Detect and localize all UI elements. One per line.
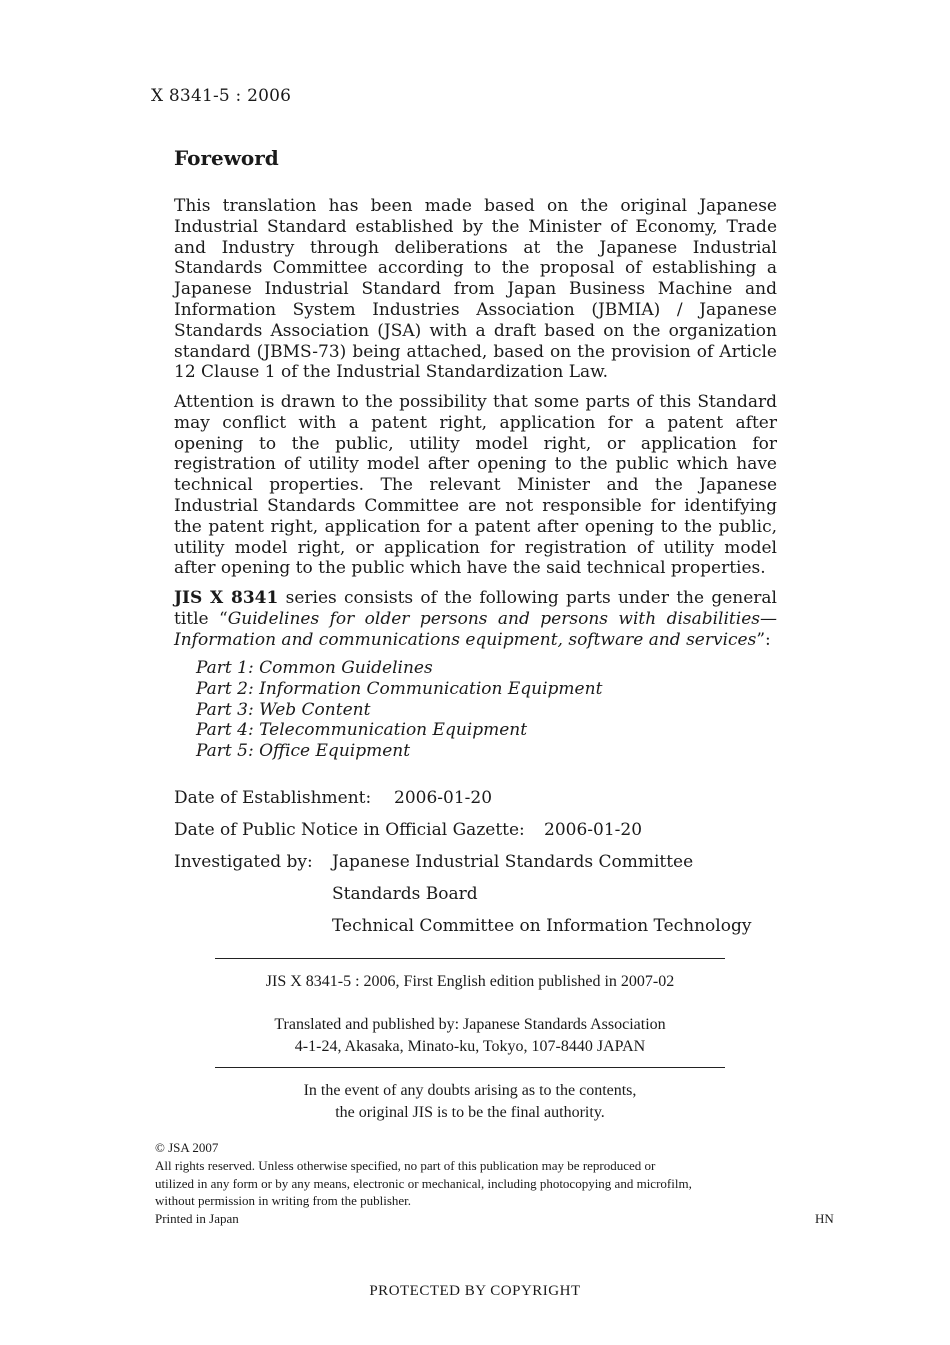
foreword-paragraph-2: Attention is drawn to the possibility that some parts of this Standard may conflict with a patent right, application for a patent after opening to the public, utility model right, or application for registration of utility model after opening to the public which have technical properties. The relevant Minister and the Japanese Industrial Standards Committee are not responsible for identifying the patent right, application for a patent after opening to the public, utility model right, or application for registration of utility model after opening to the public which have the said technical properties. <box>174 392 777 579</box>
publisher-line-2: 4-1-24, Akasaka, Minato-ku, Tokyo, 107-8440 JAPAN <box>294 1038 646 1055</box>
series-text-after: ”: <box>756 629 771 650</box>
rights-line-3: without permission in writing from the publisher. <box>155 1193 412 1208</box>
investigator-technical-committee: Technical Committee on Information Technology <box>332 916 752 936</box>
series-paragraph <box>174 588 777 650</box>
gazette-label: Date of Public Notice in Official Gazette: <box>174 820 525 840</box>
investigator-committee: Japanese Industrial Standards Committee <box>332 852 694 872</box>
list-item: Part 5: Office Equipment <box>196 741 411 762</box>
investigator-board: Standards Board <box>332 884 478 904</box>
document-id: X 8341-5 : 2006 <box>151 86 292 106</box>
series-name: JIS X 8341 <box>174 588 279 608</box>
establishment-label: Date of Establishment: <box>174 788 372 808</box>
series-text-before: series consists of the following parts under the general title “ <box>174 588 777 629</box>
investigated-label: Investigated by: <box>174 852 313 872</box>
list-item: Part 4: Telecommunication Equipment <box>196 720 528 741</box>
copyright-notice: © JSA 2007 <box>155 1140 219 1155</box>
authority-line-2: the original JIS is to be the final authority. <box>335 1104 605 1121</box>
list-item: Part 3: Web Content <box>196 699 371 720</box>
rights-line-2: utilized in any form or by any means, electronic or mechanical, including photocopying and microfilm, <box>155 1176 692 1191</box>
foreword-heading: Foreword <box>174 146 279 170</box>
copyright-footer: PROTECTED BY COPYRIGHT <box>369 1283 581 1299</box>
divider <box>215 958 725 959</box>
rights-line-1: All rights reserved. Unless otherwise specified, no part of this publication may be reproduced or <box>155 1158 656 1173</box>
printed-in: Printed in Japan <box>155 1211 239 1226</box>
authority-line-1: In the event of any doubts arising as to the contents, <box>303 1082 637 1099</box>
foreword-paragraph-1: This translation has been made based on the original Japanese Industrial Standard established by the Minister of Economy, Trade and Industry through deliberations at the Japanese Industrial Standards Committee according to the proposal of establishing a Japanese Industrial Standard from Japan Business Machine and Information System Industries Association (JBMIA) / Japanese Standards Association (JSA) with a draft based on the organization standard (JBMS-73) being attached, based on the provision of Article 12 Clause 1 of the Industrial Standardization Law. <box>174 196 777 383</box>
publisher-line-1: Translated and published by: Japanese Standards Association <box>274 1016 666 1033</box>
establishment-date: 2006-01-20 <box>394 788 493 808</box>
edition-line: JIS X 8341-5 : 2006, First English edition published in 2007-02 <box>265 973 675 990</box>
list-item: Part 1: Common Guidelines <box>196 658 433 678</box>
divider <box>215 1067 725 1068</box>
list-item: Part 2: Information Communication Equipment <box>196 678 603 699</box>
printer-code: HN <box>815 1211 834 1226</box>
gazette-date: 2006-01-20 <box>544 820 643 840</box>
parts-list <box>196 658 602 762</box>
series-title: Guidelines for older persons and persons with disabilities—Information and communications equipment, software and services <box>174 608 777 650</box>
